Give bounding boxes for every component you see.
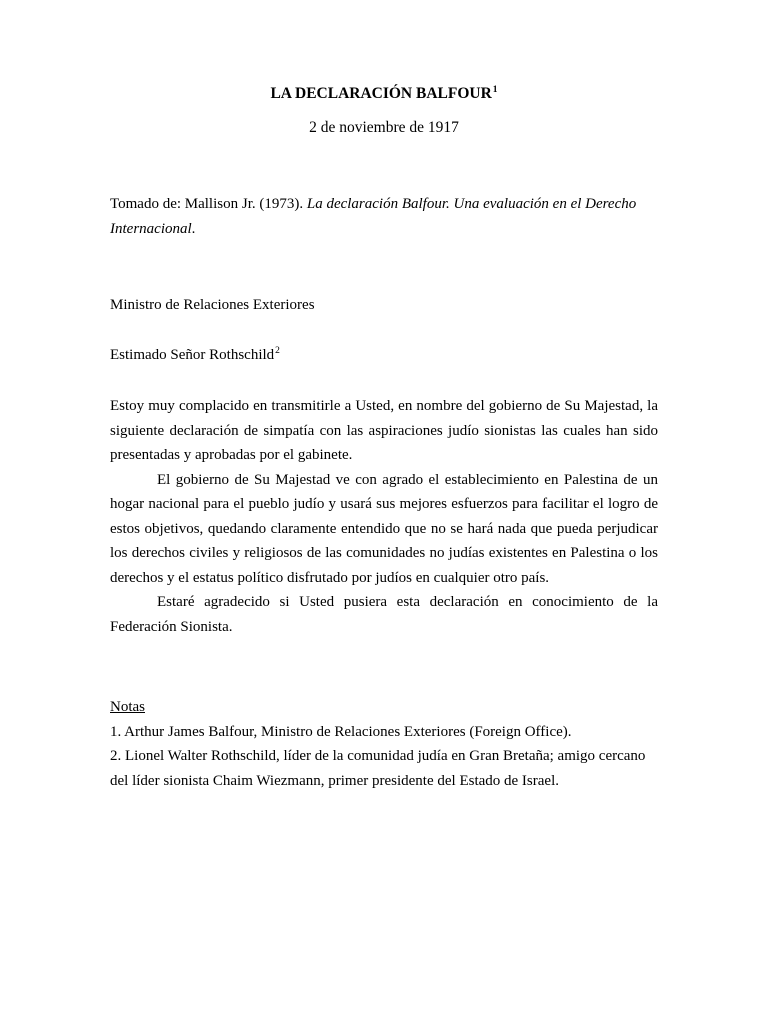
note-2: 2. Lionel Walter Rothschild, líder de la comunidad judía en Gran Bretaña; amigo cercano del líder sionista Chaim Wiezmann, primer presidente del Estado de Israel. xyxy=(110,748,646,789)
title-footnote-ref: 1 xyxy=(492,85,498,95)
source-prefix: Tomado de: Mallison Jr. (1973). xyxy=(110,196,307,212)
document-date: 2 de noviembre de 1917 xyxy=(309,119,459,136)
body-paragraph-1: Estoy muy complacido en transmitirle a Usted, en nombre del gobierno de Su Majestad, la siguiente declaración de simpatía con las aspiraciones judío sionistas las cuales han sido presentadas y aprobadas por el gabinete. xyxy=(110,398,658,463)
notes-section xyxy=(110,695,658,793)
source-citation xyxy=(110,192,658,241)
document-title xyxy=(0,83,768,105)
greeting-text: Estimado Señor Rothschild xyxy=(110,347,275,363)
letter-body xyxy=(110,394,658,639)
letter-greeting xyxy=(110,343,658,368)
sender-ministry: Ministro de Relaciones Exteriores xyxy=(110,297,315,313)
body-paragraph-3: Estaré agradecido si Usted pusiera esta declaración en conocimiento de la Federación Sionista. xyxy=(110,594,658,635)
source-work-title: La declaración Balfour. Una evaluación en el Derecho Internacional xyxy=(110,196,637,237)
notes-heading: Notas xyxy=(110,699,145,715)
source-suffix: . xyxy=(191,220,196,237)
greeting-footnote-ref: 2 xyxy=(275,346,280,356)
body-paragraph-2: El gobierno de Su Majestad ve con agrado el establecimiento en Palestina de un hogar nacional para el pueblo judío y usará sus mejores esfuerzos para facilitar el logro de estos objetivos, quedando claramente entendido que no se hará nada que pueda perjudicar los derechos civiles y religiosos de las comunidades no judías existentes en Palestina o los derechos y el estatus político disfrutado por judíos en cualquier otro país. xyxy=(110,471,658,586)
title-text: LA DECLARACIÓN BALFOUR xyxy=(270,85,492,102)
note-1: 1. Arthur James Balfour, Ministro de Relaciones Exteriores (Foreign Office). xyxy=(110,723,572,740)
